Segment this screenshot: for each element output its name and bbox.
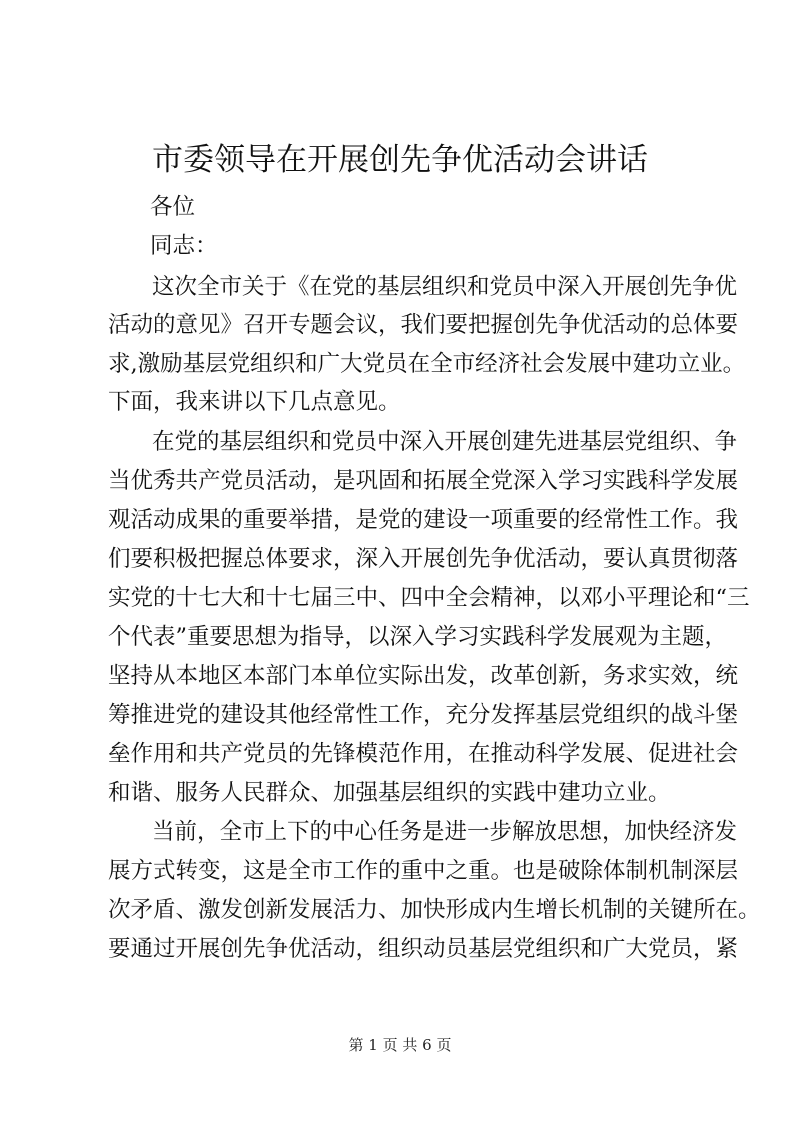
- paragraph-line: 当前，全市上下的中心任务是进一步解放思想，加快经济发: [152, 819, 738, 845]
- paragraph-line: 垒作用和共产党员的先锋模范作用，在推动科学发展、促进社会: [108, 741, 739, 767]
- page-number-footer: 第 1 页 共 6 页: [348, 1036, 452, 1054]
- paragraph-line: 活动的意见》召开专题会议，我们要把握创先争优活动的总体要: [108, 312, 739, 338]
- paragraph-line: 当优秀共产党员活动，是巩固和拓展全党深入学习实践科学发展: [108, 468, 739, 494]
- paragraph-line: 实党的十七大和十七届三中、四中全会精神，以邓小平理论和“三: [108, 585, 750, 611]
- paragraph-line: 和谐、服务人民群众、加强基层组织的实践中建功立业。: [108, 780, 671, 806]
- paragraph-line: 个代表”重要思想为指导，以深入学习实践科学发展观为主题，: [108, 624, 728, 650]
- paragraph-line: 展方式转变，这是全市工作的重中之重。也是破除体制机制深层: [108, 858, 739, 884]
- paragraph-line: 们要积极把握总体要求，深入开展创先争优活动，要认真贯彻落: [108, 546, 739, 572]
- paragraph-line: 要通过开展创先争优活动，组织动员基层党组织和广大党员，紧: [108, 936, 739, 962]
- paragraph-line: 这次全市关于《在党的基层组织和党员中深入开展创先争优: [152, 274, 738, 300]
- paragraph-line: 求,激励基层党组织和广大党员在全市经济社会发展中建功立业。: [108, 351, 746, 377]
- paragraph-line: 观活动成果的重要举措，是党的建设一项重要的经常性工作。我: [108, 507, 739, 533]
- salutation-line-1: 各位: [150, 194, 196, 220]
- paragraph-line: 筹推进党的建设其他经常性工作，充分发挥基层党组织的战斗堡: [108, 702, 739, 728]
- paragraph-line: 下面，我来讲以下几点意见。: [108, 389, 401, 415]
- document-title: 市委领导在开展创先争优活动会讲话: [152, 142, 648, 178]
- paragraph-line: 坚持从本地区本部门本单位实际出发，改革创新，务求实效，统: [108, 663, 739, 689]
- paragraph-line: 在党的基层组织和党员中深入开展创建先进基层党组织、争: [152, 429, 738, 455]
- paragraph-line: 次矛盾、激发创新发展活力、加快形成内生增长机制的关键所在。: [108, 897, 761, 923]
- salutation-line-2: 同志：: [150, 233, 218, 259]
